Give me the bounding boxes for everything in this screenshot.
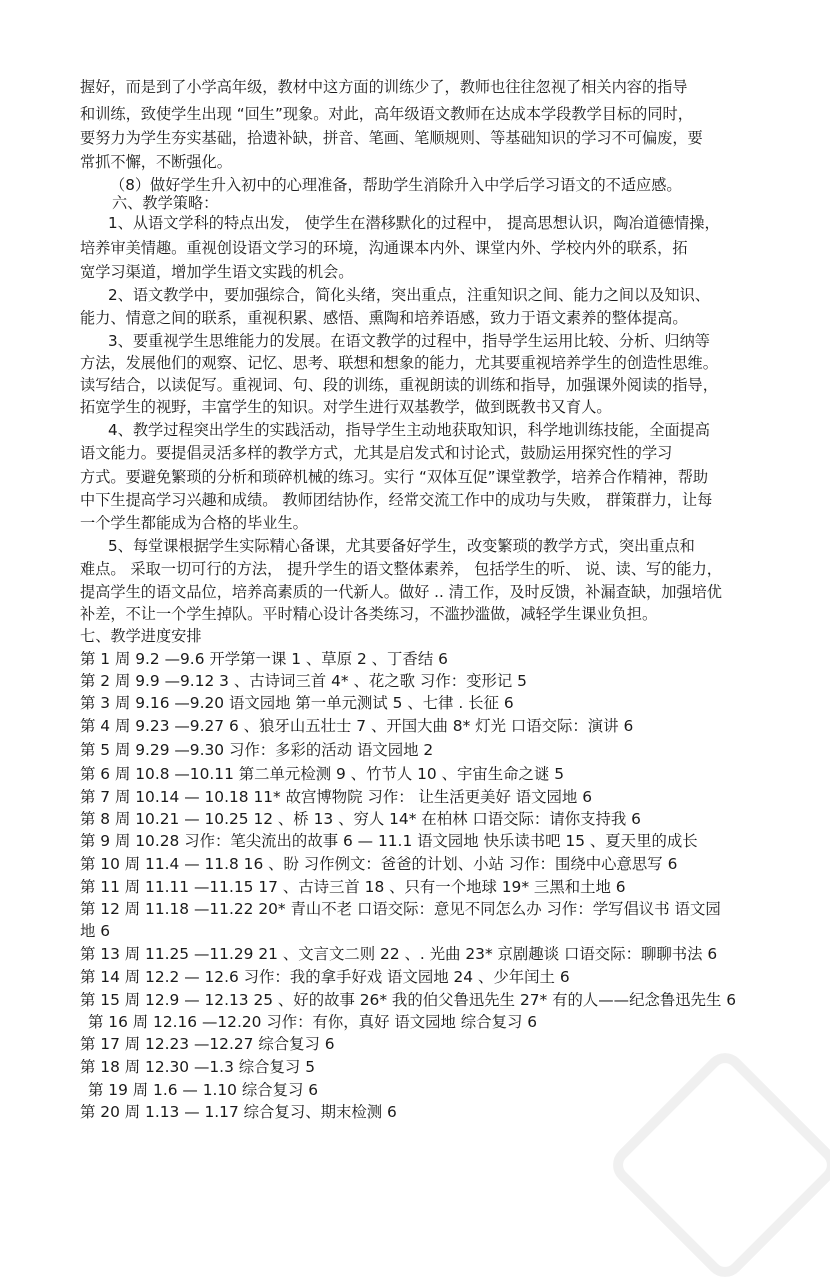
schedule-row: 第 6 周 10.8 —10.11 第二单元检测 9 、竹节人 10 、宇宙生命之谜 5	[80, 765, 565, 783]
paragraph-line: 读写结合，以读促写。重视词、句、段的训练，重视朗读的训练和指导，加强课外阅读的指导，	[80, 376, 718, 394]
paragraph-line: 中下生提高学习兴趣和成绩。 教师团结协作，经常交流工作中的成功与失败， 群策群力，让每	[80, 491, 713, 509]
schedule-row: 第 4 周 9.23 —9.27 6 、狼牙山五壮士 7 、开国大曲 8* 灯光 口语交际：演讲 6	[80, 717, 634, 735]
paragraph-line: 常抓不懈，不断强化。	[80, 153, 232, 171]
paragraph-line: 宽学习渠道，增加学生语文实践的机会。	[80, 263, 354, 281]
paragraph-line: 握好，而是到了小学高年级，教材中这方面的训练少了，教师也往往忽视了相关内容的指导	[80, 78, 688, 96]
paragraph-line: 3、要重视学生思维能力的发展。在语文教学的过程中，指导学生运用比较、分析、归纳等	[108, 332, 710, 350]
paragraph-line: 提高学生的语文品位，培养高素质的一代新人。做好 .. 清工作，及时反馈，补漏查缺，加强培优	[80, 583, 722, 601]
paragraph-line: 培养审美情趣。重视创设语文学习的环境，沟通课本内外、课堂内外、学校内外的联系，拓	[80, 239, 688, 257]
schedule-row: 第 5 周 9.29 —9.30 习作：多彩的活动 语文园地 2	[80, 741, 434, 759]
paragraph-line: 拓宽学生的视野，丰富学生的知识。对学生进行双基教学，做到既教书又育人。	[80, 398, 612, 416]
schedule-row: 第 11 周 11.11 —11.15 17 、古诗三首 18 、只有一个地球 19* 三黑和土地 6	[80, 878, 626, 896]
schedule-row: 第 20 周 1.13 — 1.17 综合复习、期末检测 6	[80, 1103, 397, 1121]
paragraph-line: 1、从语文学科的特点出发， 使学生在潜移默化的过程中， 提高思想认识，陶冶道德情操，	[108, 214, 720, 232]
watermark-logo	[605, 1045, 830, 1285]
schedule-row: 第 1 周 9.2 —9.6 开学第一课 1 、草原 2 、丁香结 6	[80, 650, 448, 668]
paragraph-line: 方法，发展他们的观察、记忆、思考、联想和想象的能力，尤其要重视培养学生的创造性思维。	[80, 354, 718, 372]
schedule-row: 第 18 周 12.30 —1.3 综合复习 5	[80, 1058, 316, 1076]
schedule-row: 第 2 周 9.9 —9.12 3 、古诗词三首 4* 、花之歌 习作：变形记 5	[80, 672, 527, 690]
schedule-row: 第 19 周 1.6 — 1.10 综合复习 6	[88, 1081, 319, 1099]
paragraph-line: 补差，不让一个学生掉队。平时精心设计各类练习，不滥抄滥做，减轻学生课业负担。	[80, 605, 658, 623]
paragraph-line: 难点。 采取一切可行的方法， 提升学生的语文整体素养， 包括学生的听、 说、读、写的能力，	[80, 560, 722, 578]
schedule-row: 地 6	[80, 922, 111, 940]
schedule-row: 第 14 周 12.2 — 12.6 习作：我的拿手好戏 语文园地 24 、少年闰土 6	[80, 968, 570, 986]
paragraph-line: 和训练，致使学生出现 “回生”现象。对此，高年级语文教师在达成本学段教学目标的同时，	[80, 105, 693, 123]
paragraph-line: 4、教学过程突出学生的实践活动，指导学生主动地获取知识，科学地训练技能，全面提高	[108, 421, 710, 439]
schedule-row: 第 15 周 12.9 — 12.13 25 、好的故事 26* 我的伯父鲁迅先生 27* 有的人——纪念鲁迅先生 6	[80, 991, 737, 1009]
schedule-row: 第 12 周 11.18 —11.22 20* 青山不老 口语交际：意见不同怎么办 习作：学写倡议书 语文园	[80, 900, 721, 918]
schedule-row: 第 10 周 11.4 — 11.8 16 、盼 习作例文：爸爸的计划、小站 习作：围绕中心意思写 6	[80, 855, 678, 873]
paragraph-line: 5、每堂课根据学生实际精心备课，尤其要备好学生，改变繁琐的教学方式，突出重点和	[108, 537, 695, 555]
schedule-row: 第 9 周 10.28 习作：笔尖流出的故事 6 — 11.1 语文园地 快乐读书吧 15 、夏天里的成长	[80, 832, 698, 850]
paragraph-line: （8）做好学生升入初中的心理准备，帮助学生消除升入中学后学习语文的不适应感。	[110, 176, 682, 194]
schedule-row: 第 16 周 12.16 —12.20 习作：有你，真好 语文园地 综合复习 6	[88, 1013, 538, 1031]
schedule-row: 第 3 周 9.16 —9.20 语文园地 第一单元测试 5 、七律 . 长征 6	[80, 694, 514, 712]
schedule-row: 第 17 周 12.23 —12.27 综合复习 6	[80, 1035, 335, 1053]
paragraph-line: 能力、情意之间的联系，重视积累、感悟、熏陶和培养语感，致力于语文素养的整体提高。	[80, 309, 688, 327]
schedule-row: 第 7 周 10.14 — 10.18 11* 故宫博物院 习作： 让生活更美好 语文园地 6	[80, 788, 593, 806]
schedule-row: 第 8 周 10.21 — 10.25 12 、桥 13 、穷人 14* 在柏林 口语交际：请你支持我 6	[80, 810, 641, 828]
schedule-heading: 七、教学进度安排	[80, 627, 202, 645]
schedule-row: 第 13 周 11.25 —11.29 21 、文言文二则 22 、. 光曲 23* 京剧趣谈 口语交际：聊聊书法 6	[80, 945, 718, 963]
paragraph-line: 方式。要避免繁琐的分析和琐碎机械的练习。实行 “双体互促”课堂教学，培养合作精神，帮助	[80, 468, 709, 486]
section-heading: 六、教学策略：	[112, 194, 219, 212]
paragraph-line: 2、语文教学中，要加强综合，简化头绪，突出重点，注重知识之间、能力之间以及知识、	[108, 286, 710, 304]
paragraph-line: 语文能力。要提倡灵活多样的教学方式，尤其是启发式和讨论式，鼓励运用探究性的学习	[80, 444, 673, 462]
paragraph-line: 要努力为学生夯实基础，拾遗补缺，拼音、笔画、笔顺规则、等基础知识的学习不可偏废，要	[80, 129, 703, 147]
paragraph-line: 一个学生都能成为合格的毕业生。	[80, 514, 308, 532]
